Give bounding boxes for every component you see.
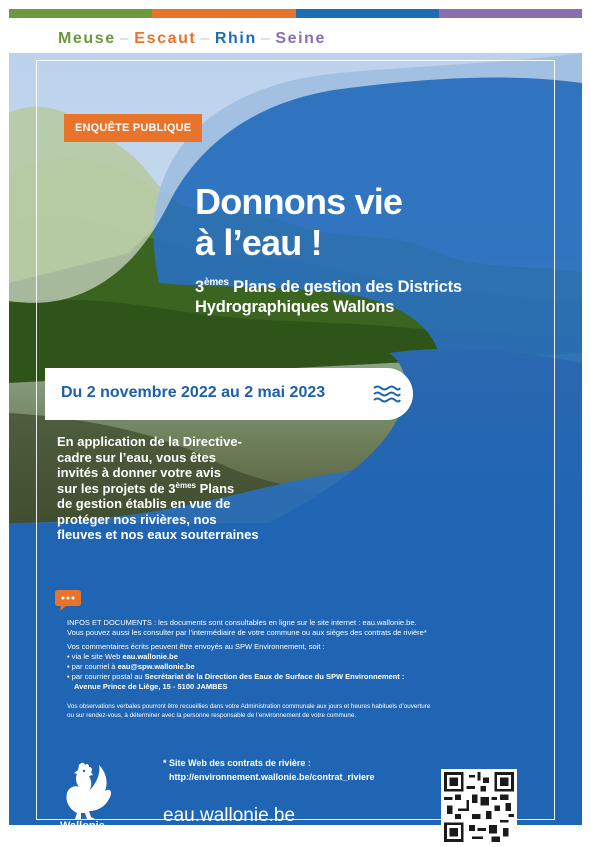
public-inquiry-badge: ENQUÊTE PUBLIQUE <box>64 114 202 142</box>
title-line-1: Donnons vie <box>195 181 403 222</box>
river-separator: – <box>260 30 272 47</box>
postal-address: Avenue Prince de Liège, 15 - 5100 JAMBES <box>74 682 228 691</box>
color-band <box>9 9 582 18</box>
info-bullet-email <box>67 662 547 672</box>
river-rhin: Rhin <box>214 30 257 47</box>
river-escaut: Escaut <box>134 30 197 47</box>
subtitle-line-1-rest: Plans de gestion des Districts <box>228 278 462 296</box>
info-bullet-web <box>67 652 547 662</box>
info-bullet-text: • par courriel à <box>67 662 118 671</box>
intro-line-part: sur les projets de 3 <box>57 480 176 496</box>
intro-line: En application de la Directive- <box>57 434 242 449</box>
main-website-url[interactable]: eau.wallonie.be <box>163 805 296 826</box>
subtitle-ordinal: 3 <box>195 278 204 296</box>
page-title <box>195 181 402 263</box>
river-contracts-url[interactable]: http://environnement.wallonie.be/contrat_riviere <box>169 772 375 782</box>
river-meuse: Meuse <box>58 30 116 47</box>
color-band-blue <box>296 9 439 18</box>
email-link[interactable]: eau@spw.wallonie.be <box>117 662 195 671</box>
intro-line <box>57 481 259 497</box>
intro-line: cadre sur l’eau, vous êtes <box>57 449 216 465</box>
intro-line: fleuves et nos eaux souterraines <box>57 527 259 542</box>
rooster-logo-icon <box>59 761 115 821</box>
subtitle-line-2: Hydrographiques Wallons <box>195 298 395 316</box>
wallonie-logo-text: Wallonie <box>60 820 105 832</box>
info-section <box>67 618 547 720</box>
intro-line: de gestion établis en vue de <box>57 496 231 511</box>
river-seine: Seine <box>275 30 327 47</box>
info-documents: INFOS ET DOCUMENTS : les documents sont consultables en ligne sur le site internet : eau.wallonie.be. <box>67 618 417 627</box>
info-bullet-text: • via le site Web <box>67 652 123 661</box>
info-bullet-post <box>67 672 547 682</box>
poster <box>9 53 582 844</box>
info-bullet-text: • par courrier postal au <box>67 672 145 681</box>
waves-icon <box>373 384 401 404</box>
info-comments: Vos commentaires écrits peuvent être envoyés au SPW Environnement, soit : <box>67 642 325 651</box>
intro-ordinal-sup: èmes <box>175 480 196 490</box>
intro-line-part: Plans <box>195 480 235 496</box>
color-band-green <box>9 9 152 18</box>
date-range: Du 2 novembre 2022 au 2 mai 2023 <box>61 384 326 401</box>
river-districts <box>58 30 326 48</box>
chat-bubble-icon <box>54 589 82 613</box>
website-link[interactable]: eau.wallonie.be <box>122 652 178 661</box>
cycle-label: Cycle 2022-2027 <box>163 838 210 844</box>
intro-text <box>57 434 259 543</box>
river-separator: – <box>119 30 131 47</box>
river-contracts-site <box>163 756 375 784</box>
date-banner <box>45 368 413 420</box>
title-line-2: à l’eau ! <box>195 222 322 263</box>
intro-line: protéger nos rivières, nos <box>57 511 217 527</box>
river-contracts-label: * Site Web des contrats de rivière : <box>163 758 311 768</box>
qr-code-icon[interactable] <box>441 769 517 845</box>
subtitle-line-1 <box>195 277 462 297</box>
info-consult: Vous pouvez aussi les consulter par l’intermédiaire de votre commune ou aux sièges des contrats de rivière* <box>67 628 427 637</box>
qr-code-pattern <box>444 772 514 842</box>
info-appointment: ou sur rendez-vous, à déterminer avec la personne responsable de l’environnement de votre commune. <box>67 712 357 719</box>
subtitle <box>195 277 462 317</box>
subtitle-ordinal-sup: èmes <box>203 277 229 288</box>
intro-line: invités à donner votre avis <box>57 465 222 480</box>
info-verbal: Vos observations verbales pourront être recueillies dans votre Administration communale aux jours et heures habituels d’ouverture <box>67 703 431 710</box>
river-separator: – <box>200 30 211 47</box>
color-band-orange <box>152 9 295 18</box>
postal-recipient: Secrétariat de la Direction des Eaux de Surface du SPW Environnement : <box>144 672 405 681</box>
color-band-purple <box>439 9 582 18</box>
